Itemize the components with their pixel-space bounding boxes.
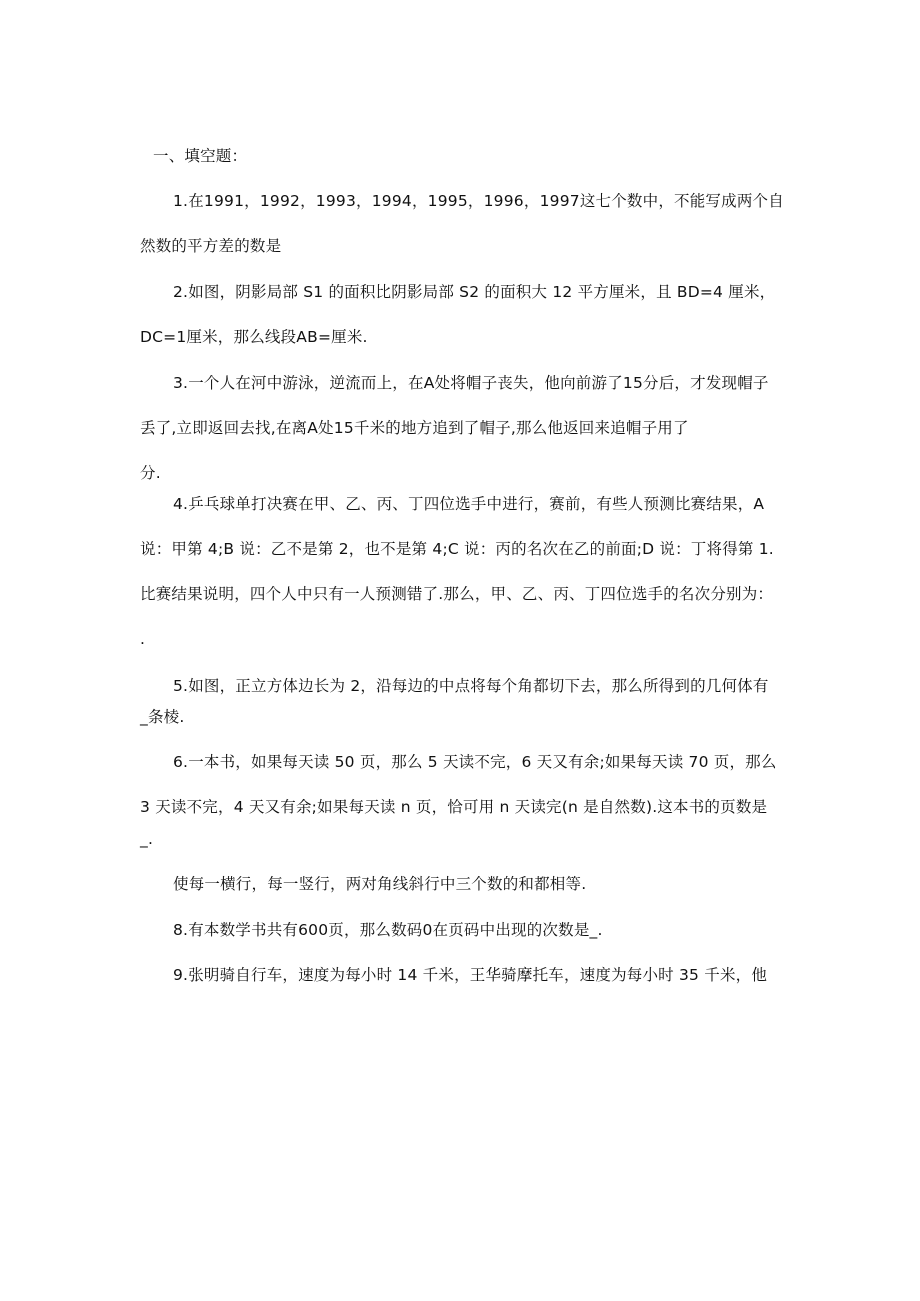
question-6-line-1: 6.一本书，如果每天读 50 页，那么 5 天读不完，6 天又有余;如果每天读 70 页，那么 <box>173 753 777 771</box>
question-7-line-1: 使每一横行，每一竖行，两对角线斜行中三个数的和都相等. <box>173 875 587 893</box>
question-4-line-1: 4.乒乓球单打决赛在甲、乙、丙、丁四位选手中进行，赛前，有些人预测比赛结果，A <box>173 495 765 513</box>
question-1-line-1: 1.在1991，1992，1993，1994，1995，1996，1997这七个数中，不能写成两个自 <box>173 192 784 210</box>
question-4-line-3: 比赛结果说明，四个人中只有一人预测错了.那么，甲、乙、丙、丁四位选手的名次分别为： <box>140 585 774 603</box>
question-5-line-1: 5.如图，正立方体边长为 2，沿每边的中点将每个角都切下去，那么所得到的几何体有 <box>173 677 769 695</box>
question-3-line-2: 丢了,立即返回去找,在离A处15千米的地方追到了帽子,那么他返回来追帽子用了 <box>140 419 689 437</box>
question-6-line-3: _. <box>140 830 154 848</box>
question-4-line-2: 说：甲第 4;B 说：乙不是第 2，也不是第 4;C 说：丙的名次在乙的前面;D 说：丁将得第 1. <box>140 540 774 558</box>
question-9-line-1: 9.张明骑自行车，速度为每小时 14 千米，王华骑摩托车，速度为每小时 35 千米，他 <box>173 966 768 984</box>
question-1-line-2: 然数的平方差的数是 <box>140 237 282 255</box>
question-2-line-2: DC=1厘米，那么线段AB=厘米. <box>140 328 368 346</box>
question-5-line-2: _条棱. <box>140 708 185 726</box>
section-title: 一、填空题： <box>153 147 248 165</box>
question-8-line-1: 8.有本数学书共有600页，那么数码0在页码中出现的次数是_. <box>173 921 603 939</box>
question-6-line-2: 3 天读不完，4 天又有余;如果每天读 n 页，恰可用 n 天读完(n 是自然数).这本书的页数是 <box>140 798 768 816</box>
question-3-line-1: 3.一个人在河中游泳，逆流而上，在A处将帽子丧失，他向前游了15分后，才发现帽子 <box>173 374 769 392</box>
question-2-line-1: 2.如图，阴影局部 S1 的面积比阴影局部 S2 的面积大 12 平方厘米，且 BD=4 厘米， <box>173 283 776 301</box>
question-4-line-4: . <box>140 630 146 648</box>
question-3-line-3: 分. <box>140 464 161 482</box>
